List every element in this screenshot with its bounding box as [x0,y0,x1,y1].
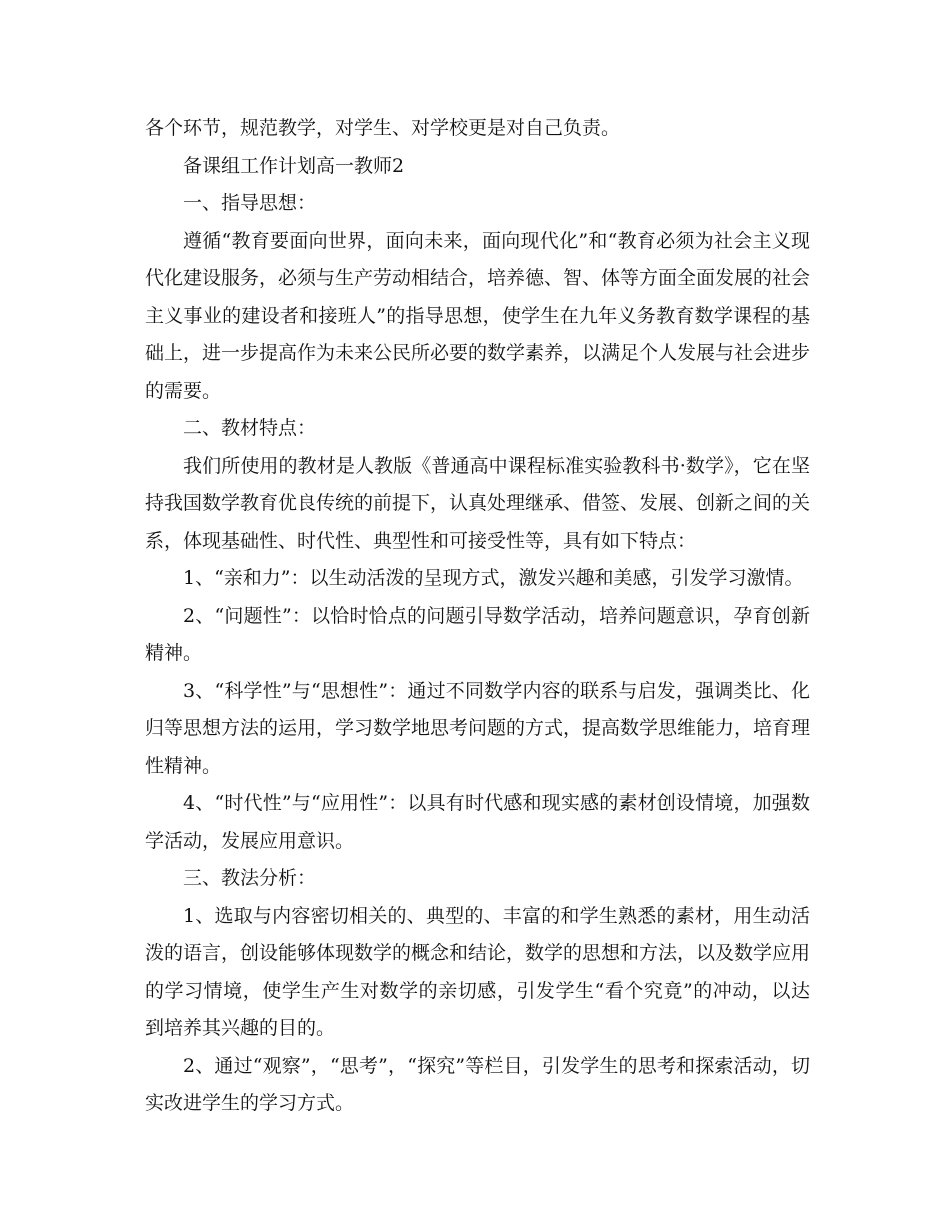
list-item-feature-4: 4、“时代性”与“应用性”：以具有时代感和现实感的素材创设情境，加强数学活动，发展应用意识。 [145,792,810,852]
section-heading-guiding-thought: 一、指导思想： [183,192,317,214]
list-item-feature-3: 3、“科学性”与“思想性”：通过不同数学内容的联系与启发，强调类比、化归等思想方法的运用，学习数学地思考问题的方式，提高数学思维能力，培育理性精神。 [145,679,811,777]
list-item-feature-1: 1、“亲和力”：以生动活泼的呈现方式，激发兴趣和美感，引发学习激情。 [183,567,804,589]
document-title: 备课组工作计划高一教师2 [183,154,405,177]
paragraph-continuation: 各个环节，规范教学，对学生、对学校更是对自己负责。 [145,117,621,139]
document-body [145,110,810,1123]
list-item-method-1: 1、选取与内容密切相关的、典型的、丰富的和学生熟悉的素材，用生动活泼的语言，创设能够体现数学的概念和结论，数学的思想和方法，以及数学应用的学习情境，使学生产生对数学的亲切感，引发学生“看个究竟”的冲动，以达到培养其兴趣的目的。 [145,904,811,1039]
list-item-method-2: 2、通过“观察”，“思考”，“探究”等栏目，引发学生的思考和探索活动，切实改进学生的学习方式。 [145,1054,810,1114]
paragraph-guiding-thought: 遵循“教育要面向世界，面向未来，面向现代化”和“教育必须为社会主义现代化建设服务，必须与生产劳动相结合，培养德、智、体等方面全面发展的社会主义事业的建设者和接班人”的指导思想，使学生在九年义务教育数学课程的基础上，进一步提高作为未来公民所必要的数学素养，以满足个人发展与社会进步的需要。 [145,229,811,402]
paragraph-textbook-intro: 我们所使用的教材是人教版《普通高中课程标准实验教科书·数学》，它在坚持我国数学教育优良传统的前提下，认真处理继承、借签、发展、创新之间的关系，体现基础性、时代性、典型性和可接受性等，具有如下特点： [145,454,811,552]
list-item-feature-2: 2、“问题性”：以恰时恰点的问题引导数学活动，培养问题意识，孕育创新精神。 [145,604,810,664]
section-heading-teaching-method: 三、教法分析： [183,867,317,889]
section-heading-textbook-features: 二、教材特点： [183,417,317,439]
